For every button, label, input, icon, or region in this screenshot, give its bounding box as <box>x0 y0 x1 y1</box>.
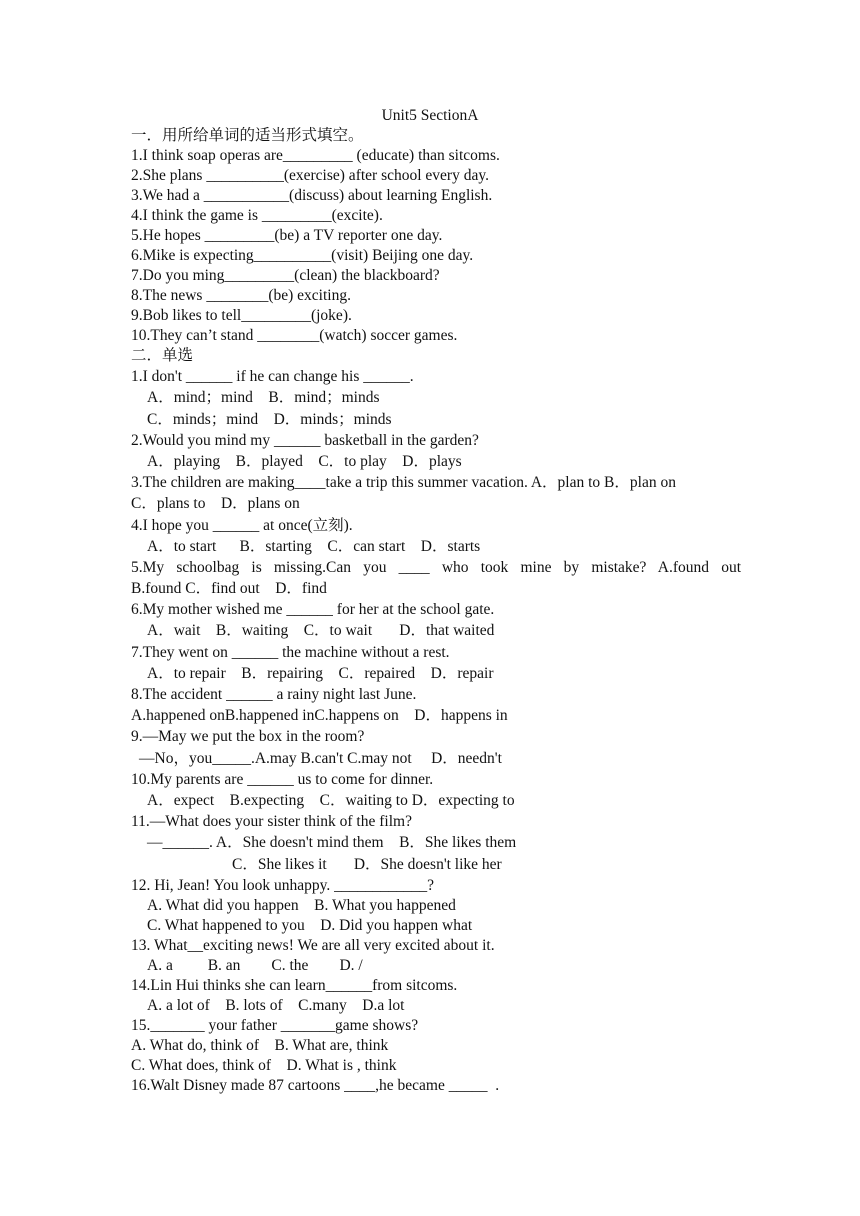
options-line: A．expect B.expecting C．waiting to D．expecting to <box>147 791 515 809</box>
question-line: 4.I hope you ______ at once(立刻). <box>131 516 353 534</box>
options-line: A. What did you happen B. What you happened <box>147 896 456 914</box>
question-line: 6.Mike is expecting__________(visit) Beijing one day. <box>131 247 474 264</box>
options-line: A．playing B．played C．to play D．plays <box>147 452 462 470</box>
question-line: 14.Lin Hui thinks she can learn______from sitcoms. <box>131 976 458 994</box>
question-line: 3.We had a ___________(discuss) about learning English. <box>131 187 493 204</box>
question-line: 6.My mother wished me ______ for her at the school gate. <box>131 601 495 619</box>
question-line: 8.The accident ______ a rainy night last June. <box>131 686 417 703</box>
section-heading-multiple-choice: 二．单选 <box>131 347 194 364</box>
options-line: A. a lot of B. lots of C.many D.a lot <box>147 996 405 1014</box>
options-line: —______. A．She doesn't mind them B．She likes them <box>147 834 517 852</box>
question-line: 9.—May we put the box in the room? <box>131 728 365 746</box>
question-line: 10.My parents are ______ us to come for dinner. <box>131 770 434 788</box>
options-line: C．plans to D．plans on <box>131 495 300 513</box>
page-title: Unit5 SectionA <box>381 107 479 124</box>
options-line: C. What happened to you D. Did you happen what <box>147 916 473 934</box>
options-line: A．to repair B．repairing C．repaired D．repair <box>147 664 494 682</box>
options-line: A．to start B．starting C．can start D．starts <box>147 537 481 555</box>
options-line: C．minds；mind D．minds；minds <box>147 410 392 428</box>
question-line: 5.My schoolbag is missing.Can you ____ who took mine by mistake? A.found out <box>131 558 741 576</box>
question-line: 7.Do you ming_________(clean) the blackboard? <box>131 267 440 284</box>
options-line: —No，you_____.A.may B.can't C.may not D．needn't <box>139 749 502 767</box>
question-line: 2.She plans __________(exercise) after school every day. <box>131 167 489 184</box>
question-line: 9.Bob likes to tell_________(joke). <box>131 307 352 324</box>
options-line: C. What does, think of D. What is , think <box>131 1056 397 1074</box>
question-line: 12. Hi, Jean! You look unhappy. ____________? <box>131 876 434 894</box>
question-line: 15._______ your father _______game shows? <box>131 1016 419 1034</box>
question-line: 5.He hopes _________(be) a TV reporter one day. <box>131 227 443 244</box>
question-line: 4.I think the game is _________(excite). <box>131 207 383 224</box>
options-line: A. a B. an C. the D. / <box>147 956 363 974</box>
question-line: 11.—What does your sister think of the film? <box>131 813 412 831</box>
question-line: 10.They can’t stand ________(watch) soccer games. <box>131 327 458 344</box>
question-line: 1.I don't ______ if he can change his ______. <box>131 368 414 386</box>
options-line: B.found C．find out D．find <box>131 580 327 598</box>
options-line: A.happened onB.happened inC.happens on D．happens in <box>131 707 508 725</box>
question-line: 7.They went on ______ the machine without a rest. <box>131 643 450 661</box>
options-line: A．mind；mind B．mind；minds <box>147 389 380 407</box>
section-heading-fill-in: 一．用所给单词的适当形式填空。 <box>131 127 364 144</box>
options-line: C．She likes it D．She doesn't like her <box>232 855 502 873</box>
exercise-body <box>131 126 741 1097</box>
question-line: 1.I think soap operas are_________ (educate) than sitcoms. <box>131 147 500 164</box>
question-line: 8.The news ________(be) exciting. <box>131 287 351 304</box>
question-line: 13. What__exciting news! We are all very excited about it. <box>131 936 495 954</box>
question-line: 2.Would you mind my ______ basketball in the garden? <box>131 431 479 449</box>
options-line: A. What do, think of B. What are, think <box>131 1036 389 1054</box>
question-line: 16.Walt Disney made 87 cartoons ____,he became _____ . <box>131 1076 500 1094</box>
question-line: 3.The children are making____take a trip this summer vacation. A．plan to B．plan on <box>131 474 676 492</box>
options-line: A．wait B．waiting C．to wait D．that waited <box>147 622 495 640</box>
